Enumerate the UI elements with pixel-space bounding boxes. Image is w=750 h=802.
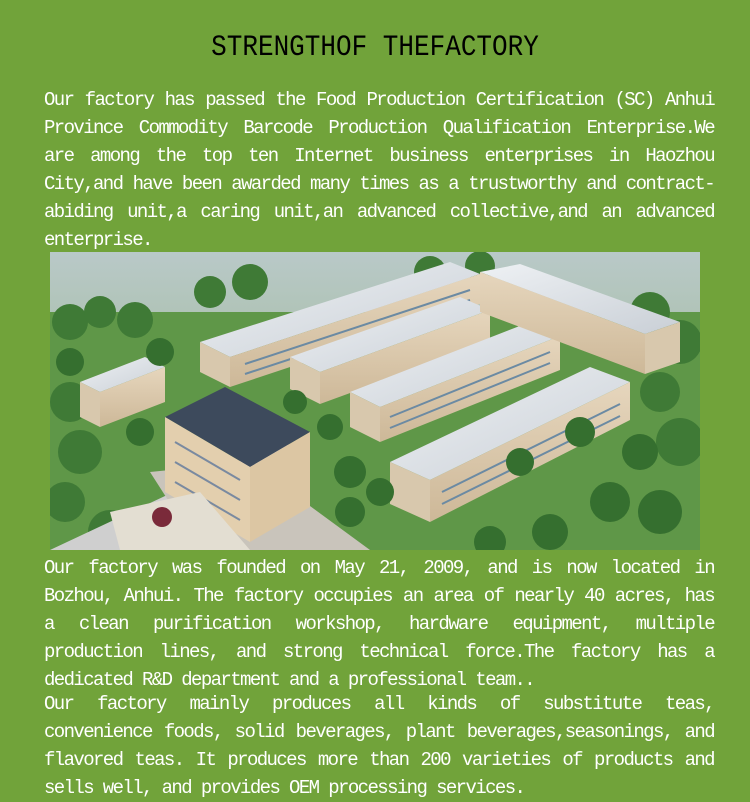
factory-illustration [50,252,700,550]
factory-aerial-image [50,252,700,550]
founding-paragraph: Our factory was founded on May 21, 2009, and is now located in Bozhou, Anhui. The factory occupies an area of nearly 40 acres, has a clean purification workshop, hardware equipment, multiple production lines, and strong technical force.The factory has a dedicated R&D department and a professional team.. [44,557,714,691]
products-paragraph: Our factory mainly produces all kinds of substitute teas, convenience foods, solid beverages, plant beverages,seasonings, and flavored teas. It produces more than 200 varieties of products and sells well, and provides OEM processing services. [44,693,714,799]
intro-paragraph: Our factory has passed the Food Production Certification (SC) Anhui Province Commodity Barcode Production Qualification Enterprise.We are among the top ten Internet business enterprises in Haozhou City,and have been awarded many times as a trustworthy and contract-abiding unit,a caring unit,an advanced collective,and an advanced enterprise. [44,89,714,251]
page-title: STRENGTHOF THEFACTORY [211,29,539,65]
